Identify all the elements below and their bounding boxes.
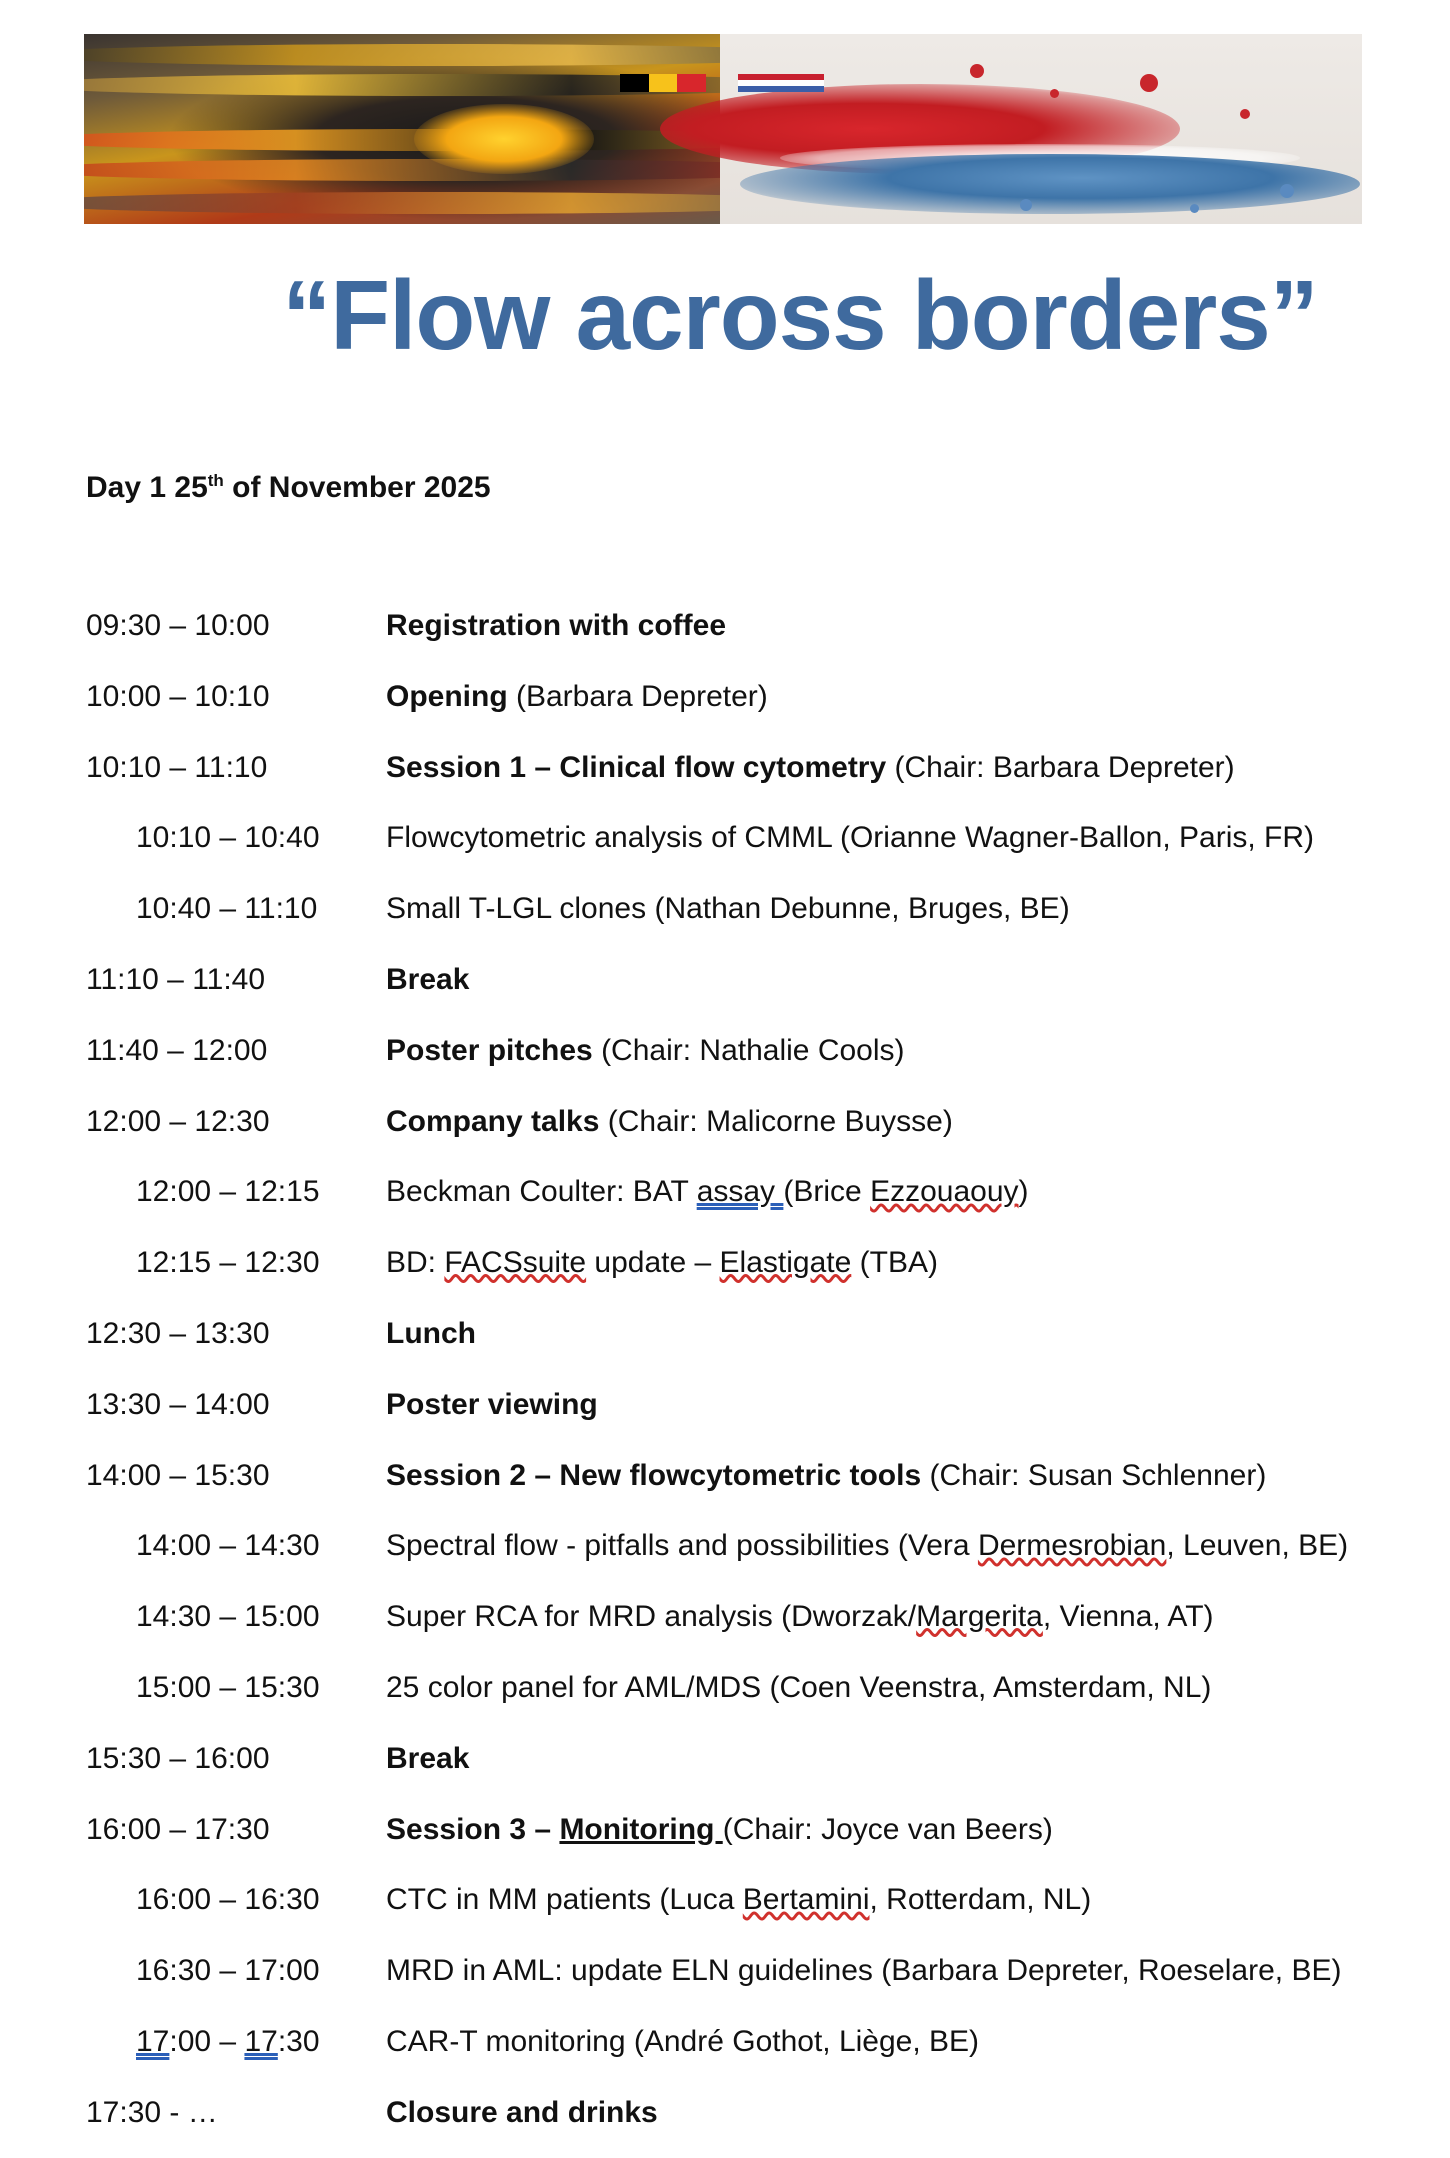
banner-belgian-colors-art [84, 34, 720, 224]
schedule-subrow [86, 1597, 1446, 1668]
day-heading-suffix: of November 2025 [223, 471, 491, 504]
time-link-start[interactable]: 17 [136, 2024, 170, 2058]
assay-link[interactable]: assay [696, 1175, 784, 1209]
netherlands-flag-icon [738, 74, 824, 92]
schedule-time: 10:00 – 10:10 [86, 679, 270, 713]
schedule-subrow [86, 889, 1446, 960]
schedule-row [86, 606, 1446, 677]
schedule-time: 15:30 – 16:00 [86, 1741, 270, 1775]
schedule-subrow [86, 2022, 1446, 2093]
schedule-item: Super RCA for MRD analysis (Dworzak/Margerita, Vienna, AT) [386, 1600, 1214, 1634]
schedule-time: 14:00 – 14:30 [136, 1529, 320, 1563]
schedule-item: Break [386, 1741, 470, 1775]
day-heading [86, 470, 491, 506]
day-heading-prefix: Day 1 25 [86, 471, 208, 504]
schedule-item: Registration with coffee [386, 609, 727, 642]
schedule-item: Poster viewing [386, 1387, 598, 1421]
schedule-time: 12:15 – 12:30 [136, 1246, 320, 1280]
schedule-time: 09:30 – 10:00 [86, 609, 270, 642]
schedule-subrow [86, 1951, 1446, 2022]
schedule-item: CTC in MM patients (Luca Bertamini, Rotterdam, NL) [386, 1883, 1092, 1917]
schedule-item: Beckman Coulter: BAT assay (Brice Ezzouaouy) [386, 1175, 1029, 1209]
schedule-row [86, 1031, 1446, 1102]
schedule-item: BD: FACSsuite update – Elastigate (TBA) [386, 1246, 938, 1280]
schedule-subrow [86, 1526, 1446, 1597]
schedule-row [86, 748, 1446, 819]
schedule-row [86, 1385, 1446, 1456]
schedule-time: 16:00 – 17:30 [86, 1812, 270, 1846]
schedule-time: 16:30 – 17:00 [136, 1954, 320, 1988]
schedule-item: 25 color panel for AML/MDS (Coen Veenstra, Amsterdam, NL) [386, 1670, 1212, 1704]
schedule-item: Small T-LGL clones (Nathan Debunne, Bruges, BE) [386, 892, 1070, 926]
schedule-time: 12:30 – 13:30 [86, 1316, 270, 1350]
schedule-item: Flowcytometric analysis of CMML (Orianne Wagner-Ballon, Paris, FR) [386, 821, 1315, 855]
day-heading-ordinal: th [207, 471, 224, 490]
schedule-item: Session 1 – Clinical flow cytometry (Chair: Barbara Depreter) [386, 750, 1235, 784]
schedule-item: Break [386, 962, 470, 996]
schedule-time: 10:40 – 11:10 [136, 892, 318, 926]
program-schedule [86, 606, 1446, 2158]
schedule-item: Company talks (Chair: Malicorne Buysse) [386, 1104, 953, 1138]
schedule-time: 17:00 – 17:30 [136, 2024, 320, 2058]
schedule-time: 12:00 – 12:15 [136, 1175, 320, 1209]
schedule-row [86, 1314, 1446, 1385]
schedule-row [86, 1456, 1446, 1527]
schedule-item: MRD in AML: update ELN guidelines (Barbara Depreter, Roeselare, BE) [386, 1954, 1342, 1988]
schedule-subrow [86, 1668, 1446, 1739]
schedule-row [86, 1810, 1446, 1881]
schedule-item: Closure and drinks [386, 2095, 658, 2129]
schedule-time: 10:10 – 11:10 [86, 750, 268, 784]
schedule-time: 14:30 – 15:00 [136, 1600, 320, 1634]
schedule-item: CAR-T monitoring (André Gothot, Liège, BE) [386, 2024, 980, 2058]
schedule-row [86, 960, 1446, 1031]
schedule-time: 13:30 – 14:00 [86, 1387, 270, 1421]
header-banner-image [84, 34, 1362, 224]
schedule-item: Spectral flow - pitfalls and possibilities (Vera Dermesrobian, Leuven, BE) [386, 1529, 1349, 1563]
monitoring-link[interactable]: Monitoring [559, 1812, 723, 1846]
schedule-row [86, 677, 1446, 748]
schedule-time: 16:00 – 16:30 [136, 1883, 320, 1917]
schedule-time: 11:10 – 11:40 [86, 962, 266, 996]
schedule-time: 14:00 – 15:30 [86, 1458, 270, 1492]
schedule-subrow [86, 1172, 1446, 1243]
schedule-item: Opening (Barbara Depreter) [386, 679, 768, 713]
schedule-time: 12:00 – 12:30 [86, 1104, 270, 1138]
schedule-row [86, 1739, 1446, 1810]
schedule-time: 10:10 – 10:40 [136, 821, 320, 855]
belgium-flag-icon [620, 74, 706, 92]
schedule-time: 11:40 – 12:00 [86, 1033, 268, 1067]
schedule-time: 17:30 - … [86, 2095, 218, 2129]
schedule-subrow [86, 1243, 1446, 1314]
page-title: “Flow across borders” [282, 260, 1318, 370]
schedule-subrow [86, 1880, 1446, 1951]
time-link-end[interactable]: 17 [244, 2024, 278, 2058]
schedule-item: Poster pitches (Chair: Nathalie Cools) [386, 1033, 905, 1067]
schedule-time: 15:00 – 15:30 [136, 1670, 320, 1704]
schedule-row [86, 1102, 1446, 1173]
schedule-item: Lunch [386, 1316, 476, 1350]
schedule-row [86, 2093, 1446, 2158]
schedule-subrow [86, 818, 1446, 889]
banner-dutch-colors-art [720, 34, 1362, 224]
schedule-item: Session 3 – Monitoring (Chair: Joyce van Beers) [386, 1812, 1053, 1846]
schedule-item: Session 2 – New flowcytometric tools (Chair: Susan Schlenner) [386, 1458, 1267, 1492]
